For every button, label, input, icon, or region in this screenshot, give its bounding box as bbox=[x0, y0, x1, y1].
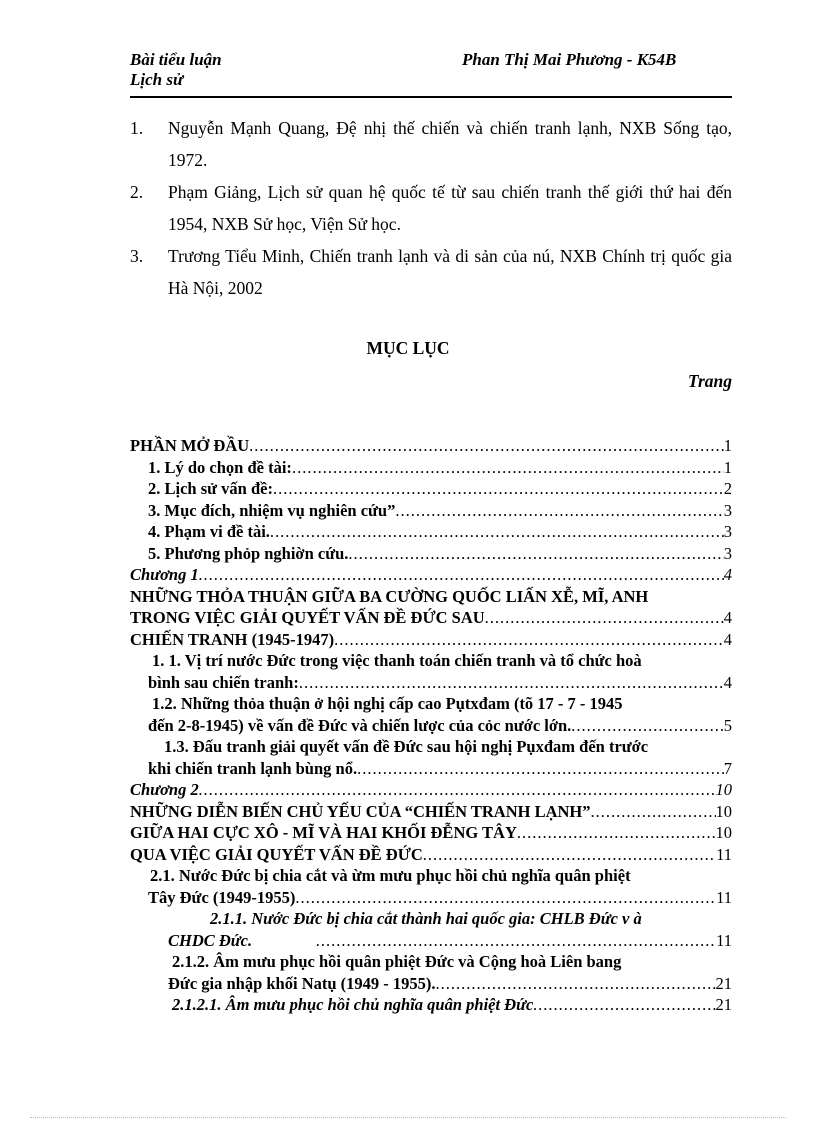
reference-item bbox=[130, 176, 732, 240]
toc-entry bbox=[130, 629, 732, 651]
toc-entry-page: 11 bbox=[716, 844, 732, 864]
toc-leader bbox=[292, 457, 724, 479]
toc-leader bbox=[199, 779, 716, 801]
toc-entry-text: 3. Mục đích, nhiệm vụ nghiên cứu” bbox=[148, 500, 396, 520]
header-left bbox=[130, 50, 222, 90]
toc-leader bbox=[423, 844, 716, 866]
reference-text: Phạm Giảng, Lịch sử quan hệ quốc tế từ sau chiến tranh thế giới thứ hai đến 1954, NXB Sử học, Viện Sử học. bbox=[168, 182, 732, 234]
toc-entry-text: CHIẾN TRANH (1945-1947) bbox=[130, 629, 335, 649]
reference-text: Trương Tiểu Minh, Chiến tranh lạnh và di sản của nú, NXB Chính trị quốc gia Hà Nội, 2002 bbox=[168, 246, 732, 298]
reference-item bbox=[130, 112, 732, 176]
toc-leader bbox=[270, 521, 724, 543]
toc-entry-page: 3 bbox=[723, 500, 732, 520]
toc-entry-page: 1 bbox=[723, 436, 732, 455]
toc-entry bbox=[130, 564, 732, 586]
toc-leader bbox=[533, 994, 715, 1016]
toc-entry-page: 7 bbox=[723, 758, 732, 778]
toc-leader bbox=[299, 672, 724, 694]
toc-leader bbox=[517, 822, 716, 844]
toc-entry-text: NHỮNG DIỄN BIẾN CHỦ YẾU CỦA “CHIẾN TRANH LẠNH” bbox=[130, 801, 591, 821]
toc-entry-page: 11 bbox=[716, 930, 732, 950]
toc-entry bbox=[130, 457, 732, 479]
toc-entry-text: bình sau chiến tranh: bbox=[148, 672, 299, 692]
toc-entry: 1.2. Những thỏa thuận ở hội nghị cấp cao Pụtxđam (tõ 17 - 7 - 1945 bbox=[152, 694, 623, 713]
toc-entry: 2.1.2. Âm mưu phục hồi quân phiệt Đức và Cộng hoà Liên bang bbox=[172, 952, 622, 971]
toc-entry-page: 1 bbox=[723, 457, 732, 477]
toc-entry-text: khi chiến tranh lạnh bùng nổ. bbox=[148, 758, 358, 778]
toc-entry-text: PHẦN MỞ ĐẦU bbox=[130, 436, 250, 455]
toc-entry-text: 2. Lịch sử vấn đề: bbox=[148, 479, 273, 498]
toc-entry bbox=[130, 822, 732, 844]
toc-entry-page: 10 bbox=[715, 780, 732, 799]
toc-entry bbox=[130, 715, 732, 737]
toc-title: MỤC LỤC bbox=[366, 338, 450, 358]
toc-leader bbox=[571, 715, 723, 737]
toc-leader bbox=[273, 478, 724, 500]
toc-entry-page: 4 bbox=[723, 565, 732, 584]
toc-leader bbox=[295, 887, 716, 909]
toc-entry: NHỮNG THỎA THUẬN GIỮA BA CƯỜNG QUỐC LIẤN XỄ, MĨ, ANH bbox=[130, 586, 649, 606]
toc-entry: 2.1. Nước Đức bị chia cắt và ừm mưu phục hồi chủ nghĩa quân phiệt bbox=[150, 866, 631, 885]
toc-entry bbox=[130, 521, 732, 543]
toc-entry bbox=[130, 500, 732, 522]
toc-entry-text: Chương 1 bbox=[130, 565, 199, 584]
header-doc-type: Bài tiểu luận bbox=[130, 50, 222, 69]
toc-leader bbox=[485, 607, 724, 629]
header-subject: Lịch sử bbox=[130, 70, 184, 89]
toc-leader bbox=[348, 543, 723, 565]
toc-entry-page: 4 bbox=[723, 608, 732, 627]
table-of-contents bbox=[130, 435, 732, 1016]
toc-entry-page: 3 bbox=[723, 522, 732, 541]
toc-entry bbox=[130, 887, 732, 909]
toc-entry-page: 5 bbox=[723, 715, 732, 735]
toc-entry bbox=[130, 779, 732, 801]
toc-entry bbox=[130, 478, 732, 500]
page-bottom-divider bbox=[30, 1117, 786, 1118]
toc-entry-text: QUA VIỆC GIẢI QUYẾT VẤN ĐỀ ĐỨC bbox=[130, 844, 423, 864]
toc-entry bbox=[130, 435, 732, 457]
toc-page-label: Trang bbox=[687, 371, 732, 391]
toc-leader bbox=[334, 629, 724, 651]
toc-entry bbox=[130, 672, 732, 694]
header-author: Phan Thị Mai Phương - K54B bbox=[462, 50, 677, 69]
toc-entry-page: 21 bbox=[715, 973, 732, 993]
toc-entry: 1.3. Đấu tranh giải quyết vấn đề Đức sau hội nghị Pụxđam đến trước bbox=[164, 737, 649, 756]
reference-list bbox=[130, 112, 732, 304]
toc-entry-text: Đức gia nhập khối Natụ (1949 - 1955). bbox=[168, 973, 436, 993]
toc-entry-page: 10 bbox=[715, 823, 732, 842]
toc-entry: 2.1.1. Nước Đức bị chia cắt thành hai quốc gia: CHLB Đức v à bbox=[210, 909, 642, 928]
reference-number: 2. bbox=[130, 182, 144, 202]
toc-entry-text: đến 2-8-1945) về vấn đề Đức và chiến lược của cỏc nước lớn. bbox=[148, 715, 572, 735]
page-header bbox=[130, 50, 732, 98]
reference-text: Nguyễn Mạnh Quang, Đệ nhị thế chiến và chiến tranh lạnh, NXB Sống tạo, 1972. bbox=[168, 118, 732, 170]
toc-entry bbox=[130, 607, 732, 629]
toc-entry-text: 5. Phương phỏp nghiờn cứu. bbox=[148, 543, 349, 563]
toc-entry-page: 4 bbox=[723, 629, 732, 649]
toc-entry-page: 11 bbox=[716, 887, 732, 907]
toc-entry-text: 2.1.2.1. Âm mưu phục hồi chủ nghĩa quân phiệt Đức bbox=[172, 995, 534, 1014]
toc-entry-text: Tây Đức (1949-1955) bbox=[148, 887, 296, 907]
toc-entry bbox=[130, 801, 732, 823]
toc-entry-text: 1. Lý do chọn đề tài: bbox=[148, 457, 292, 477]
toc-leader bbox=[199, 564, 724, 586]
toc-entry bbox=[130, 994, 732, 1016]
toc-entry-page: 21 bbox=[715, 995, 732, 1014]
toc-entry-text: 4. Phạm vi đề tài. bbox=[148, 522, 270, 541]
toc-leader bbox=[357, 758, 724, 780]
toc-leader bbox=[249, 435, 724, 457]
reference-number: 1. bbox=[130, 118, 144, 138]
toc-entry bbox=[130, 844, 732, 866]
toc-entry-page: 3 bbox=[723, 543, 732, 563]
toc-entry-page: 4 bbox=[723, 672, 732, 692]
toc-leader bbox=[591, 801, 716, 823]
toc-leader bbox=[395, 500, 723, 522]
toc-entry bbox=[130, 973, 732, 995]
toc-entry bbox=[130, 758, 732, 780]
reference-item bbox=[130, 240, 732, 304]
toc-entry: 1. 1. Vị trí nước Đức trong việc thanh toán chiến tranh và tổ chức hoà bbox=[152, 651, 642, 670]
toc-entry-text: GIỮA HAI CỰC XÔ - MĨ VÀ HAI KHỐI ĐỄNG TÂY bbox=[130, 823, 517, 842]
reference-number: 3. bbox=[130, 246, 144, 266]
toc-entry-page: 2 bbox=[723, 479, 732, 498]
toc-leader bbox=[436, 973, 716, 995]
toc-entry bbox=[130, 930, 732, 952]
toc-entry bbox=[130, 543, 732, 565]
toc-entry-text: Chương 2 bbox=[130, 780, 199, 799]
toc-entry-text: TRONG VIỆC GIẢI QUYẾT VẤN ĐỀ ĐỨC SAU bbox=[130, 608, 485, 627]
toc-leader bbox=[316, 930, 716, 952]
toc-entry-text: CHDC Đức. bbox=[168, 930, 253, 950]
toc-entry-page: 10 bbox=[715, 801, 732, 821]
